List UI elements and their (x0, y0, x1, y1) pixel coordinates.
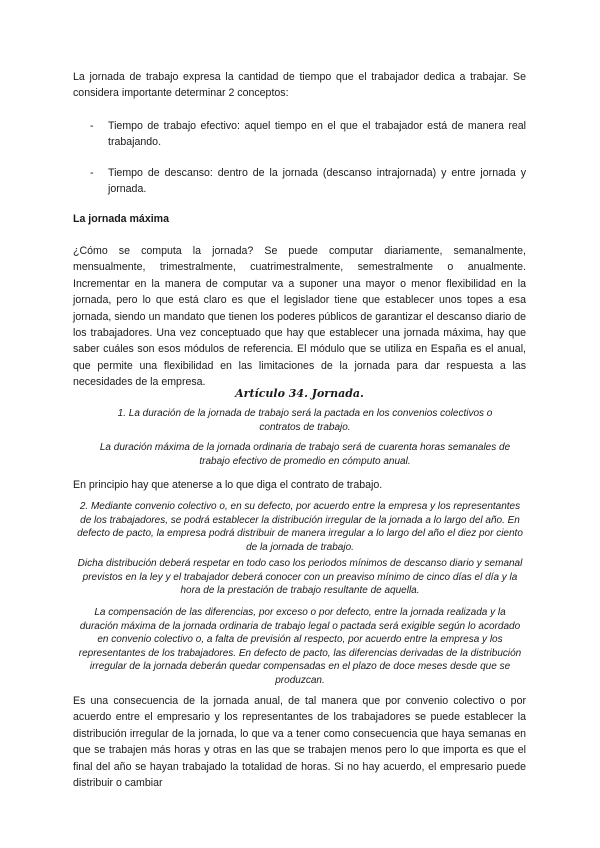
list-dash: - (90, 167, 94, 179)
section-heading: La jornada máxima (73, 213, 169, 225)
list-item-effective-time: Tiempo de trabajo efectivo: aquel tiempo en el que el trabajador está de manera real trabajando. (108, 120, 526, 149)
article-clause-1b: La duración máxima de la jornada ordinaria de trabajo será de cuarenta horas semanales de trabajo efectivo de promedio en cómputo anual. (99, 442, 511, 467)
list-item-rest-time: Tiempo de descanso: dentro de la jornada (descanso intrajornada) y entre jornada y jornada. (108, 167, 526, 196)
article-clause-1: 1. La duración de la jornada de trabajo será la pactada en los convenios colectivos o contratos de trabajo. (117, 408, 493, 433)
paragraph-annual-consequence: Es una consecuencia de la jornada anual, de tal manera que por convenio colectivo o por acuerdo entre el empresario y los representantes de los trabajadores se puede establecer la distribución irregular de la jornada, lo que va a tener como consecuencia que haya semanas en que se trabajen más horas y otras en las que se trabajen menos pero lo que importa es que el final del año se hayan trabajado la totalidad de horas. Si no hay acuerdo, el empresario puede distribuir o cambiar (73, 695, 526, 790)
article-clause-2: 2. Mediante convenio colectivo o, en su defecto, por acuerdo entre la empresa y los representantes de los trabajadores, se podrá establecer la distribución irregular de la jornada a lo largo del año. En defecto de pacto, la empresa podrá distribuir de manera irregular a lo largo del año el diez por ciento de la jornada de trabajo. (77, 501, 523, 553)
list-dash: - (90, 120, 94, 132)
article-clause-2b: Dicha distribución deberá respetar en todo caso los periodos mínimos de descanso diario y semanal previstos en la ley y el trabajador deberá conocer con un preaviso mínimo de cinco días el día y la hora de la prestación de trabajo resultante de aquella. (77, 558, 523, 597)
paragraph-max-workday: ¿Cómo se computa la jornada? Se puede computar diariamente, semanalmente, mensualmente, trimestralmente, cuatrimestralmente, semestralmente o anualmente. Incrementar en la manera de computar va a suponer una mayor o menor flexibilidad en la jornada, pero lo que está claro es que el legislador tiene que establecer unos topes a esa jornada, siendo un mandato que tienen los poderes públicos de garantizar el descanso diario de los trabajadores. Una vez conceptuado que hay que establecer una jornada máxima, hay que saber cuáles son esos módulos de referencia. El módulo que se utiliza en España es el anual, que permite una flexibilidad en las limitaciones de la jornada para dar respuesta a las necesidades de la empresa. (73, 245, 526, 389)
article-clause-2c: La compensación de las diferencias, por exceso o por defecto, entre la jornada realizada y la duración máxima de la jornada ordinaria de trabajo legal o pactada será exigible según lo acordado en convenio colectivo o, a falta de previsión al respecto, por acuerdo entre la empresa y los representantes de los trabajadores. En defecto de pacto, las diferencias derivadas de la distribución irregular de la jornada deberán quedar compensadas en el plazo de doce meses desde que se produzcan. (78, 607, 522, 686)
intro-paragraph: La jornada de trabajo expresa la cantidad de tiempo que el trabajador dedica a trabajar. Se considera importante determinar 2 conceptos: (73, 71, 526, 100)
article-title: Artículo 34. Jornada. (235, 387, 364, 400)
paragraph-contract: En principio hay que atenerse a lo que diga el contrato de trabajo. (73, 479, 383, 491)
